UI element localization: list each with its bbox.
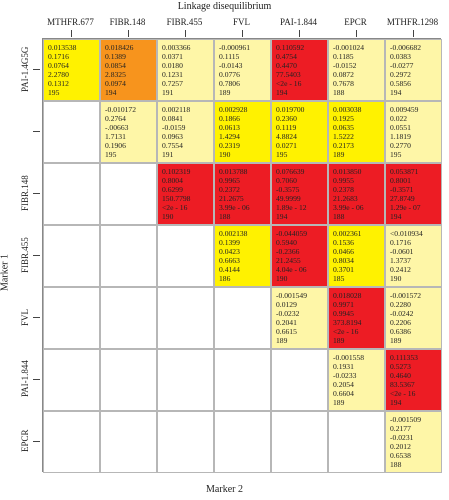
ld-cell-value: 0.013850 xyxy=(333,167,362,176)
x-axis-label: Marker 2 xyxy=(206,484,243,495)
ld-cell-value: 0.009459 xyxy=(390,105,419,114)
ld-cell-value: 0.022 xyxy=(390,114,408,124)
ld-cell-value: 0.1866 xyxy=(219,114,240,124)
ld-cell-value: 0.0371 xyxy=(162,52,183,62)
row-header: PAI-1.844 xyxy=(20,360,30,398)
ld-cell-value: 0.0776 xyxy=(219,70,240,80)
row-tick xyxy=(33,69,40,70)
ld-cell-value: -0.0277 xyxy=(390,61,414,71)
ld-cell xyxy=(328,287,385,349)
column-tick xyxy=(299,30,300,37)
ld-cell-value: 0.2972 xyxy=(390,70,411,80)
ld-cell-value: 4.8824 xyxy=(276,132,297,142)
ld-cell-value: 0.002928 xyxy=(219,105,248,114)
ld-cell-value: 3.99e - 06 xyxy=(219,203,250,213)
ld-cell-value: 0.019700 xyxy=(276,105,305,114)
ld-cell-value: -0.001572 xyxy=(390,291,422,300)
ld-cell xyxy=(271,163,328,225)
empty-cell xyxy=(43,101,100,163)
ld-cell-value: 0.2012 xyxy=(390,442,411,452)
ld-cell-value: 185 xyxy=(333,274,345,284)
ld-cell-value: 0.6615 xyxy=(276,327,297,337)
ld-cell-value: -0.3575 xyxy=(276,185,300,195)
ld-cell-value: -0.0143 xyxy=(219,61,243,71)
ld-cell-value: 189 xyxy=(390,336,402,346)
column-header: PAI-1.844 xyxy=(280,17,317,27)
ld-cell-value: 0.1399 xyxy=(219,238,240,248)
empty-cell xyxy=(100,287,157,349)
ld-cell-value: 0.002118 xyxy=(162,105,191,114)
ld-cell-value: 0.2280 xyxy=(390,300,411,310)
ld-cell-value: -0.001509 xyxy=(390,415,422,424)
ld-cell-value: -0.001024 xyxy=(333,43,365,52)
ld-cell-value: -0.0601 xyxy=(390,247,414,257)
ld-cell xyxy=(214,39,271,101)
ld-cell-value: -0.000961 xyxy=(219,43,251,52)
ld-cell-value: 190 xyxy=(276,274,288,284)
ld-cell-value: 0.7806 xyxy=(219,79,240,89)
chart-title: Linkage disequilibrium xyxy=(177,1,272,12)
ld-cell-value: 0.0551 xyxy=(390,123,411,133)
ld-cell-value: 0.2177 xyxy=(390,424,411,434)
ld-cell-value: -0.001549 xyxy=(276,291,308,300)
ld-cell-value: 1.4294 xyxy=(219,132,240,142)
ld-cell-value: 0.9955 xyxy=(333,176,354,186)
ld-cell-value: 0.002361 xyxy=(333,229,362,238)
ld-cell-value: -0.0231 xyxy=(390,433,414,443)
ld-cell-value: 1.7131 xyxy=(105,132,126,142)
column-header: EPCR xyxy=(344,17,367,27)
ld-cell-value: -0.0242 xyxy=(390,309,414,319)
ld-cell-value: 195 xyxy=(48,88,60,98)
ld-cell-value: 0.2319 xyxy=(219,141,240,151)
ld-cell-value: 0.0963 xyxy=(162,132,183,142)
empty-cell xyxy=(100,349,157,411)
ld-cell-value: 0.076639 xyxy=(276,167,305,176)
row-header: PAI-1.4G5G xyxy=(20,46,30,92)
ld-cell-value: 0.5273 xyxy=(390,362,411,372)
ld-cell xyxy=(328,39,385,101)
ld-cell-value: -0.3571 xyxy=(390,185,414,195)
ld-cell-value: 1.29e - 07 xyxy=(390,203,421,213)
ld-cell-value: 0.1925 xyxy=(333,114,354,124)
empty-cell xyxy=(214,411,271,473)
ld-cell-value: -0.0232 xyxy=(276,309,300,319)
row-tick xyxy=(33,255,40,256)
ld-cell-value: <2e - 16 xyxy=(333,327,359,337)
ld-cell-value: 0.2206 xyxy=(390,318,411,328)
column-header: FIBR.455 xyxy=(166,17,203,27)
ld-cell-value: 189 xyxy=(333,398,345,408)
row-header: EPCR xyxy=(20,429,30,453)
empty-cell xyxy=(214,349,271,411)
empty-cell xyxy=(43,349,100,411)
ld-cell-value: 0.2372 xyxy=(219,185,240,195)
ld-cell-value: 0.5856 xyxy=(390,79,411,89)
ld-matrix-grid xyxy=(42,38,441,472)
ld-cell-value: 1.5222 xyxy=(333,132,354,142)
ld-cell xyxy=(385,39,442,101)
ld-cell-value: 0.0872 xyxy=(333,70,354,80)
ld-cell-value: 0.0613 xyxy=(219,123,240,133)
ld-cell-value: 1.1819 xyxy=(390,132,411,142)
ld-cell-value: 0.018028 xyxy=(333,291,362,300)
empty-cell xyxy=(43,163,100,225)
ld-cell-value: 0.9965 xyxy=(219,176,240,186)
ld-cell-value: 0.4470 xyxy=(276,61,297,71)
empty-cell xyxy=(100,411,157,473)
column-header: MTHFR.677 xyxy=(47,17,94,27)
ld-cell-value: 189 xyxy=(219,88,231,98)
ld-cell-value: 0.6663 xyxy=(219,256,240,266)
empty-cell xyxy=(157,225,214,287)
column-tick xyxy=(128,30,129,37)
ld-cell-value: 188 xyxy=(219,212,231,222)
ld-cell xyxy=(271,225,328,287)
ld-cell-value: 195 xyxy=(390,150,402,160)
ld-cell-value: 0.1536 xyxy=(333,238,354,248)
ld-cell xyxy=(328,225,385,287)
ld-cell-value: 0.003366 xyxy=(162,43,191,52)
ld-cell-value: 0.102319 xyxy=(162,167,191,176)
empty-cell xyxy=(157,411,214,473)
y-axis-label: Marker 1 xyxy=(0,254,11,291)
ld-cell-value: 0.2041 xyxy=(276,318,297,328)
ld-cell-value: 2.2780 xyxy=(48,70,69,80)
empty-cell xyxy=(100,163,157,225)
ld-cell-value: <2e - 16 xyxy=(390,389,416,399)
ld-cell-value: 0.4144 xyxy=(219,265,240,275)
ld-cell-value: <2e - 16 xyxy=(276,79,302,89)
ld-cell-value: 0.013538 xyxy=(48,43,77,52)
row-header: FIBR.455 xyxy=(20,237,30,273)
ld-cell xyxy=(385,101,442,163)
ld-cell-value: 21.2683 xyxy=(333,194,358,204)
ld-cell-value: 83.5367 xyxy=(390,380,415,390)
ld-cell-value: 0.053871 xyxy=(390,167,419,176)
ld-cell-value: 189 xyxy=(276,336,288,346)
ld-cell-value: 0.1716 xyxy=(48,52,69,62)
ld-cell-value: 195 xyxy=(276,150,288,160)
ld-cell-value: 77.5403 xyxy=(276,70,301,80)
ld-cell-value: -0.0159 xyxy=(162,123,186,133)
ld-cell-value: 194 xyxy=(390,212,402,222)
ld-cell xyxy=(271,287,328,349)
ld-cell-value: 0.4754 xyxy=(276,52,297,62)
ld-cell-value: 0.1185 xyxy=(333,52,354,62)
column-tick xyxy=(242,30,243,37)
row-header: FVL xyxy=(20,308,30,326)
ld-cell-value: 0.1312 xyxy=(48,79,69,89)
ld-cell-value: 0.8001 xyxy=(390,176,411,186)
empty-cell xyxy=(271,411,328,473)
row-tick xyxy=(33,193,40,194)
ld-cell-value: 194 xyxy=(276,212,288,222)
ld-cell-value: 0.003038 xyxy=(333,105,362,114)
ld-cell-value: 188 xyxy=(390,460,402,470)
ld-cell xyxy=(385,349,442,411)
column-tick xyxy=(413,30,414,37)
ld-cell-value: 0.2173 xyxy=(333,141,354,151)
empty-cell xyxy=(43,287,100,349)
ld-cell-value: 0.002138 xyxy=(219,229,248,238)
ld-cell xyxy=(271,39,328,101)
ld-cell-value: 373.8194 xyxy=(333,318,362,328)
ld-cell-value: 188 xyxy=(333,212,345,222)
ld-cell-value: -0.044059 xyxy=(276,229,308,238)
ld-cell-value: 0.4640 xyxy=(390,371,411,381)
ld-cell-value: 186 xyxy=(219,274,231,284)
column-header: FIBR.148 xyxy=(109,17,146,27)
ld-cell-value: 0.2054 xyxy=(333,380,354,390)
ld-cell-value: -0.2366 xyxy=(276,247,300,257)
column-tick xyxy=(185,30,186,37)
ld-cell-value: 189 xyxy=(333,336,345,346)
ld-cell-value: <2e - 16 xyxy=(162,203,188,213)
ld-cell-value: 0.8004 xyxy=(162,176,183,186)
ld-cell-value: 190 xyxy=(390,274,402,284)
ld-cell-value: 0.0180 xyxy=(162,61,183,71)
row-tick xyxy=(33,131,40,132)
ld-cell-value: 0.3701 xyxy=(333,265,354,275)
empty-cell xyxy=(271,349,328,411)
ld-cell-value: 4.04e - 06 xyxy=(276,265,307,275)
ld-cell-value: 194 xyxy=(390,398,402,408)
ld-cell-value: 0.0635 xyxy=(333,123,354,133)
ld-cell-value: -0.001558 xyxy=(333,353,365,362)
ld-cell-value: 195 xyxy=(105,150,117,160)
row-tick xyxy=(33,379,40,380)
ld-cell-value: 0.0764 xyxy=(48,61,69,71)
ld-cell-value: 0.1231 xyxy=(162,70,183,80)
ld-cell-value: 189 xyxy=(333,150,345,160)
ld-cell-value: -0.0152 xyxy=(333,61,357,71)
row-tick xyxy=(33,317,40,318)
ld-cell-value: 191 xyxy=(162,150,174,160)
ld-cell-value: 0.6538 xyxy=(390,451,411,461)
ld-cell-value: 188 xyxy=(333,88,345,98)
ld-cell xyxy=(157,163,214,225)
ld-cell-value: 2.8325 xyxy=(105,70,126,80)
ld-cell-value: 0.110592 xyxy=(276,43,305,52)
empty-cell xyxy=(214,287,271,349)
ld-cell-value: 0.5940 xyxy=(276,238,297,248)
ld-cell-value: 0.0129 xyxy=(276,300,297,310)
ld-cell-value: 0.7060 xyxy=(276,176,297,186)
empty-cell xyxy=(43,225,100,287)
ld-cell-value: 0.0423 xyxy=(219,247,240,257)
row-tick xyxy=(33,441,40,442)
ld-cell xyxy=(328,101,385,163)
ld-cell-value: 27.8749 xyxy=(390,194,415,204)
ld-cell-value: -.00663 xyxy=(105,123,129,133)
ld-cell-value: 3.99e - 06 xyxy=(333,203,364,213)
ld-cell-value: 0.7257 xyxy=(162,79,183,89)
ld-cell-value: -0.0233 xyxy=(333,371,357,381)
ld-cell-value: <0.010934 xyxy=(390,229,423,238)
ld-cell-value: 0.0271 xyxy=(276,141,297,151)
ld-cell xyxy=(157,101,214,163)
row-header xyxy=(20,100,34,162)
ld-cell-value: 0.7678 xyxy=(333,79,354,89)
ld-cell xyxy=(214,163,271,225)
ld-cell-value: 0.9971 xyxy=(333,300,354,310)
ld-cell-value: 194 xyxy=(276,88,288,98)
empty-cell xyxy=(328,411,385,473)
empty-cell xyxy=(43,411,100,473)
ld-cell-value: 0.2360 xyxy=(276,114,297,124)
ld-cell-value: 0.1906 xyxy=(105,141,126,151)
ld-cell-value: 0.2412 xyxy=(390,265,411,275)
ld-cell-value: 21.2455 xyxy=(276,256,301,266)
ld-cell-value: 0.0974 xyxy=(105,79,126,89)
ld-cell-value: 1.89e - 12 xyxy=(276,203,307,213)
ld-cell xyxy=(385,411,442,473)
ld-cell xyxy=(214,225,271,287)
ld-cell-value: 191 xyxy=(162,88,174,98)
ld-cell xyxy=(100,101,157,163)
column-header: FVL xyxy=(232,17,250,27)
ld-cell-value: 0.6299 xyxy=(162,185,183,195)
ld-cell-value: 0.8034 xyxy=(333,256,354,266)
column-tick xyxy=(71,30,72,37)
ld-cell-value: 0.2770 xyxy=(390,141,411,151)
ld-cell xyxy=(385,163,442,225)
ld-cell-value: 0.6386 xyxy=(390,327,411,337)
ld-cell xyxy=(157,39,214,101)
ld-cell-value: 0.1716 xyxy=(390,238,411,248)
ld-cell-value: 1.3737 xyxy=(390,256,411,266)
ld-cell-value: 0.7554 xyxy=(162,141,183,151)
ld-cell-value: 0.0854 xyxy=(105,61,126,71)
ld-cell-value: 0.1389 xyxy=(105,52,126,62)
ld-cell xyxy=(100,39,157,101)
ld-cell-value: 0.6604 xyxy=(333,389,354,399)
ld-cell-value: -0.006682 xyxy=(390,43,422,52)
ld-cell-value: 0.0841 xyxy=(162,114,183,124)
ld-cell-value: 0.1119 xyxy=(276,123,297,133)
ld-cell xyxy=(385,287,442,349)
ld-cell-value: 194 xyxy=(105,88,117,98)
ld-cell-value: 0.1115 xyxy=(219,52,240,62)
empty-cell xyxy=(157,349,214,411)
ld-cell xyxy=(328,163,385,225)
ld-cell-value: 150.7798 xyxy=(162,194,191,204)
ld-cell-value: 190 xyxy=(219,150,231,160)
ld-cell-value: 0.0466 xyxy=(333,247,354,257)
empty-cell xyxy=(100,225,157,287)
ld-cell xyxy=(214,101,271,163)
ld-cell-value: 0.2764 xyxy=(105,114,126,124)
ld-cell-value: 194 xyxy=(390,88,402,98)
ld-cell xyxy=(328,349,385,411)
ld-cell-value: 0.013788 xyxy=(219,167,248,176)
ld-cell-value: 190 xyxy=(162,212,174,222)
ld-cell xyxy=(43,39,100,101)
ld-cell-value: 21.2675 xyxy=(219,194,244,204)
column-tick xyxy=(356,30,357,37)
column-header: MTHFR.1298 xyxy=(386,17,439,27)
ld-cell xyxy=(385,225,442,287)
ld-cell-value: 0.111353 xyxy=(390,353,418,362)
ld-cell-value: 0.2378 xyxy=(333,185,354,195)
ld-cell-value: 49.9999 xyxy=(276,194,301,204)
ld-cell-value: 0.0383 xyxy=(390,52,411,62)
ld-cell-value: -0.010172 xyxy=(105,105,137,114)
row-header: FIBR.148 xyxy=(20,175,30,211)
ld-cell-value: 0.9945 xyxy=(333,309,354,319)
ld-cell-value: 0.1931 xyxy=(333,362,354,372)
ld-cell-value: 0.018426 xyxy=(105,43,134,52)
ld-cell xyxy=(271,101,328,163)
empty-cell xyxy=(157,287,214,349)
